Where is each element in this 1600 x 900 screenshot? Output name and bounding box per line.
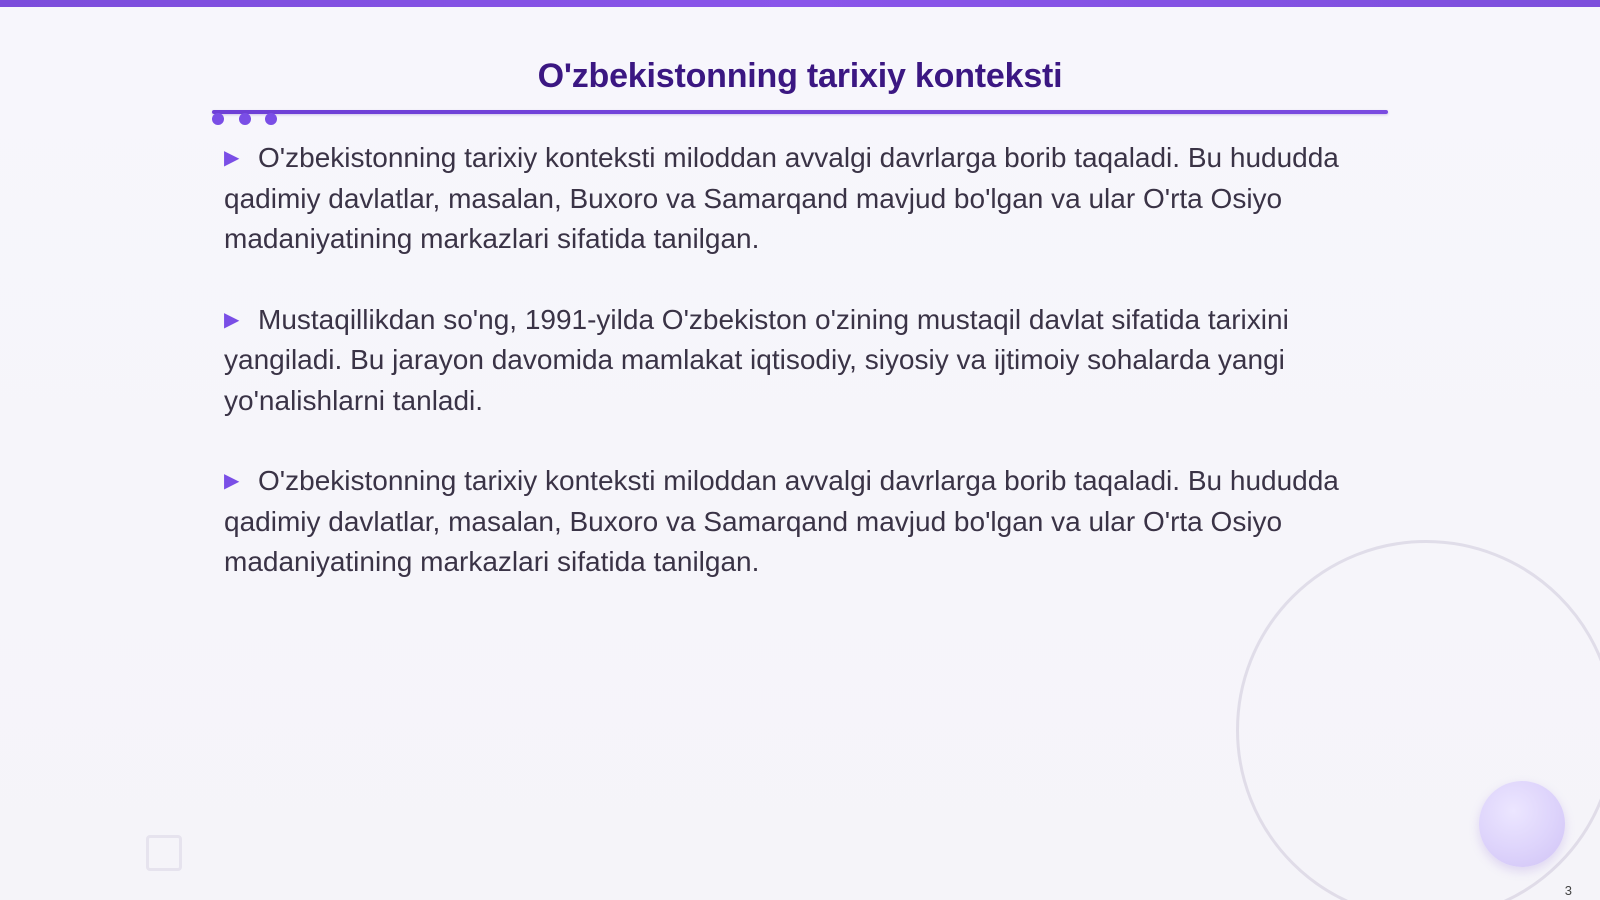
bullet-text: O'zbekistonning tarixiy konteksti miloddan avvalgi davrlarga borib taqaladi. Bu hududda qadimiy davlatlar, masalan, Buxoro va Samarqand mavjud bo'lgan va ular O'rta Osiyo madaniyatining markazlari sifatida tanilgan. (224, 465, 1339, 577)
decorative-dot (239, 113, 251, 125)
bullet-item (224, 461, 1364, 583)
bullet-item (224, 300, 1364, 422)
decorative-square (146, 835, 182, 871)
bullet-list (224, 138, 1364, 623)
page-number: 3 (1564, 883, 1572, 898)
bullet-item (224, 138, 1364, 260)
decorative-orb (1479, 781, 1565, 867)
triangle-bullet-icon: ▶ (224, 147, 240, 169)
decorative-dot (265, 113, 277, 125)
triangle-bullet-icon: ▶ (224, 308, 240, 331)
triangle-bullet-icon: ▶ (224, 470, 240, 492)
decorative-dot (212, 113, 224, 125)
bullet-text: Mustaqillikdan so'ng, 1991-yilda O'zbekiston o'zining mustaqil davlat sifatida tarixini yangiladi. Bu jarayon davomida mamlakat iqtisodiy, siyosiy va ijtimoiy sohalarda yangi yo'nalishlarni tanladi. (224, 303, 1289, 416)
title-underline (212, 110, 1388, 114)
slide-title: O'zbekistonning tarixiy konteksti (537, 57, 1063, 95)
top-accent-bar (0, 0, 1600, 7)
bullet-text: O'zbekistonning tarixiy konteksti miloddan avvalgi davrlarga borib taqaladi. Bu hududda qadimiy davlatlar, masalan, Buxoro va Samarqand mavjud bo'lgan va ular O'rta Osiyo madaniyatining markazlari sifatida tanilgan. (224, 142, 1339, 254)
